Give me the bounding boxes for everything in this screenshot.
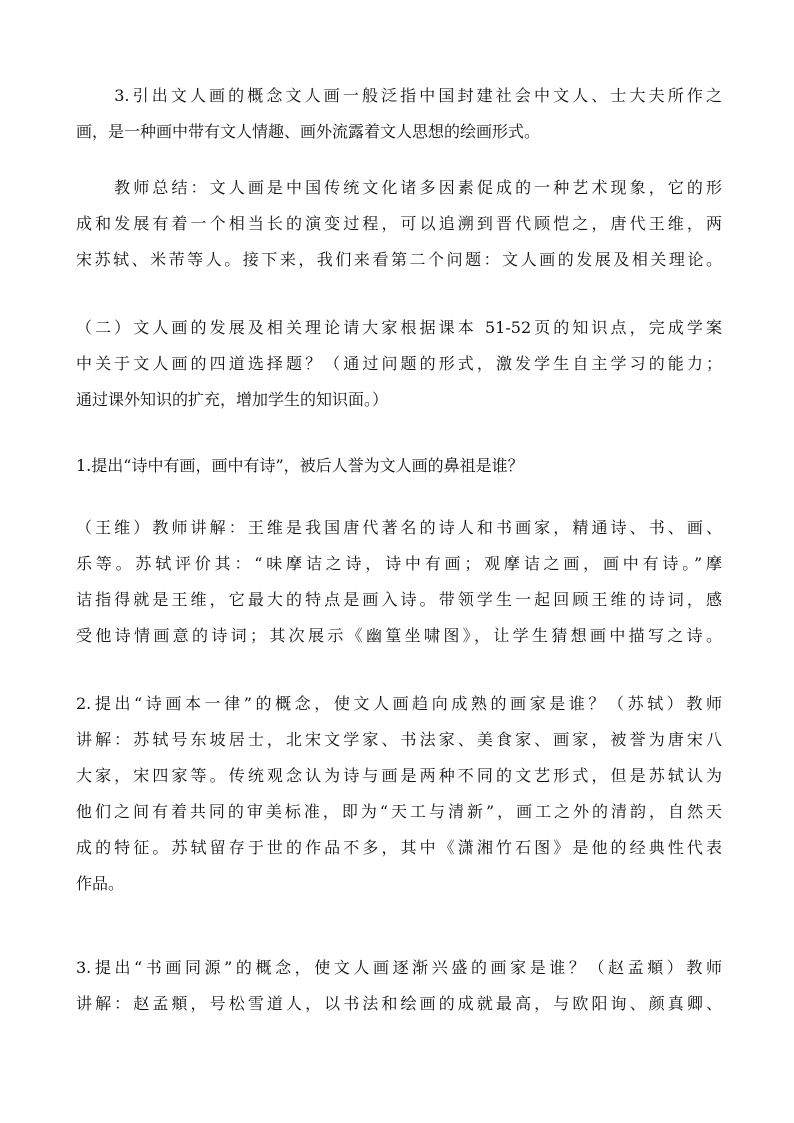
- text-line: 画，是一种画中带有文人情趣、画外流露着文人思想的绘画形式。: [76, 122, 541, 141]
- paragraph-question-1: [76, 448, 722, 484]
- paragraph-question-3-zhao-mengfu: [76, 950, 722, 1022]
- text-line: 中关于文人画的四道选择题？（通过问题的形式，激发学生自主学习的能力；: [76, 354, 722, 373]
- text-line: 成的特征。苏轼留存于世的作品不多，其中《潇湘竹石图》是他的经典性代表: [76, 838, 722, 857]
- text-line: 乐等。苏轼评价其：“味摩诘之诗，诗中有画；观摩诘之画，画中有诗。”摩: [76, 554, 722, 573]
- text-line: 成和发展有着一个相当长的演变过程，可以追溯到晋代顾恺之，唐代王维，两: [76, 214, 722, 233]
- text-line: 讲解：苏轼号东坡居士，北宋文学家、书法家、美食家、画家，被誉为唐宋八: [76, 730, 722, 749]
- text-line: 通过课外知识的扩充，增加学生的知识面。）: [76, 390, 389, 409]
- paragraph-literati-concept: [76, 78, 722, 150]
- paragraph-wang-wei-explanation: [76, 510, 722, 654]
- text-line: 讲解：赵孟頫，号松雪道人，以书法和绘画的成就最高，与欧阳询、颜真卿、: [76, 994, 722, 1013]
- text-line: 教师总结：文人画是中国传统文化诸多因素促成的一种艺术现象，它的形: [76, 178, 722, 197]
- text-line: （二）文人画的发展及相关理论请大家根据课本 51-52页的知识点，完成学案: [76, 318, 722, 337]
- text-line: 他们之间有着共同的审美标准，即为“天工与清新”，画工之外的清韵，自然天: [76, 802, 722, 821]
- text-line: （王维）教师讲解：王维是我国唐代著名的诗人和书画家，精通诗、书、画、: [76, 518, 722, 537]
- text-line: 3.提出“书画同源”的概念，使文人画逐渐兴盛的画家是谁？（赵孟頫）教师: [76, 958, 722, 977]
- text-line: 2.提出“诗画本一律”的概念，使文人画趋向成熟的画家是谁？（苏轼）教师: [76, 694, 722, 713]
- text-line: 大家，宋四家等。传统观念认为诗与画是两种不同的文艺形式，但是苏轼认为: [76, 766, 722, 785]
- paragraph-question-2-su-shi: [76, 686, 722, 902]
- text-line: 1.提出“诗中有画，画中有诗”，被后人誉为文人画的鼻祖是谁？: [76, 456, 524, 475]
- text-line: 诘指得就是王维，它最大的特点是画入诗。带领学生一起回顾王维的诗词，感: [76, 590, 722, 609]
- text-line: 受他诗情画意的诗词；其次展示《幽篁坐啸图》，让学生猜想画中描写之诗。: [76, 626, 722, 645]
- text-line: 3.引出文人画的概念文人画一般泛指中国封建社会中文人、士大夫所作之: [76, 86, 722, 105]
- paragraph-teacher-summary: [76, 170, 722, 278]
- paragraph-section-two: [76, 310, 722, 418]
- text-line: 作品。: [76, 874, 125, 893]
- text-line: 宋苏轼、米芾等人。接下来，我们来看第二个问题：文人画的发展及相关理论。: [76, 250, 722, 269]
